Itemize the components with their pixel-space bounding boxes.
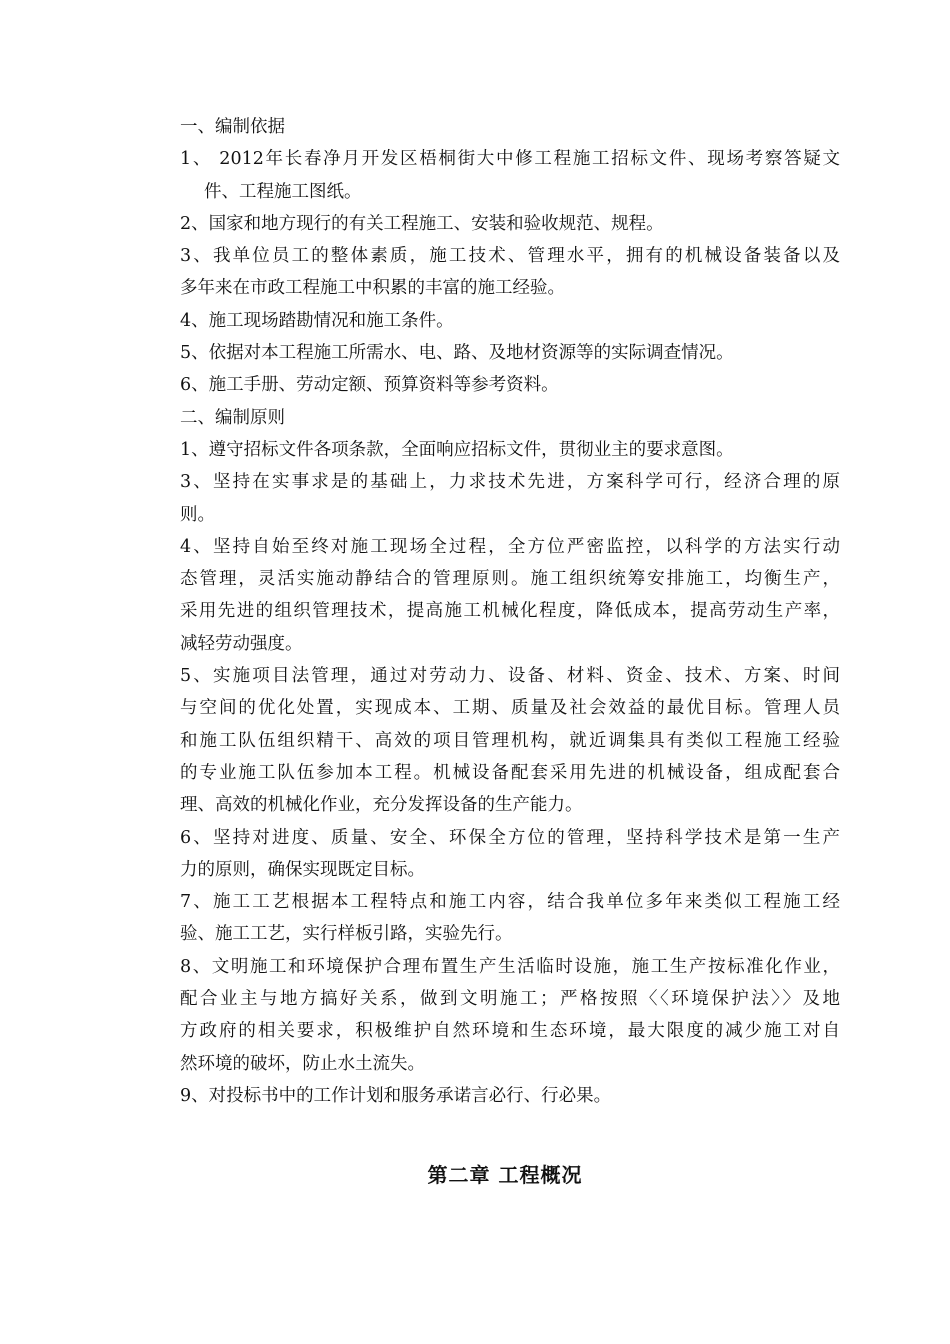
paragraph-line: 5、依据对本工程施工所需水、电、路、及地材资源等的实际调查情况。 xyxy=(180,343,734,364)
paragraph-line: 理、高效的机械化作业，充分发挥设备的生产能力。 xyxy=(180,795,583,816)
paragraph-line: 1、遵守招标文件各项条款，全面响应招标文件，贯彻业主的要求意图。 xyxy=(180,439,734,460)
paragraph-line: 多年来在市政工程施工中积累的丰富的施工经验。 xyxy=(180,278,565,299)
paragraph-line: 6、施工手册、劳动定额、预算资料等参考资料。 xyxy=(180,375,559,396)
paragraph-line: 态管理，灵活实施动静结合的管理原则。施工组织统筹安排施工，均衡生产， xyxy=(180,569,840,590)
section-heading-principles: 二、编制原则 xyxy=(180,407,285,428)
paragraph-line: 9、对投标书中的工作计划和服务承诺言必行、行必果。 xyxy=(180,1085,612,1106)
paragraph-line: 方政府的相关要求，积极维护自然环境和生态环境，最大限度的减少施工对自 xyxy=(180,1021,840,1042)
paragraph-line: 力的原则，确保实现既定目标。 xyxy=(180,859,425,880)
paragraph-line: 7、施工工艺根据本工程特点和施工内容，结合我单位多年来类似工程施工经 xyxy=(180,892,840,913)
paragraph-line: 4、施工现场踏勘情况和施工条件。 xyxy=(180,310,454,331)
paragraph-line: 采用先进的组织管理技术，提高施工机械化程度，降低成本，提高劳动生产率， xyxy=(180,601,840,622)
paragraph-line: 的专业施工队伍参加本工程。机械设备配套采用先进的机械设备，组成配套合 xyxy=(180,762,840,783)
paragraph-line: 然环境的破坏，防止水土流失。 xyxy=(180,1053,425,1074)
paragraph-line: 4、坚持自始至终对施工现场全过程，全方位严密监控，以科学的方法实行动 xyxy=(180,536,840,557)
paragraph-line: 验、施工工艺，实行样板引路，实验先行。 xyxy=(180,924,513,945)
paragraph-line: 3、坚持在实事求是的基础上，力求技术先进，方案科学可行，经济合理的原 xyxy=(180,472,840,493)
paragraph-line: 减轻劳动强度。 xyxy=(180,633,303,654)
paragraph-line: 3、我单位员工的整体素质，施工技术、管理水平，拥有的机械设备装备以及 xyxy=(180,246,840,267)
section-heading-basis: 一、编制依据 xyxy=(180,117,285,137)
paragraph-line: 8、文明施工和环境保护合理布置生产生活临时设施，施工生产按标准化作业， xyxy=(180,956,840,977)
paragraph-line: 和施工队伍组织精干、高效的项目管理机构，就近调集具有类似工程施工经验 xyxy=(180,730,840,751)
paragraph-line: 配合业主与地方搞好关系，做到文明施工；严格按照〈〈环境保护法〉〉及地 xyxy=(180,989,840,1010)
paragraph-line: 6、坚持对进度、质量、安全、环保全方位的管理，坚持科学技术是第一生产 xyxy=(180,827,840,848)
document-body xyxy=(180,111,840,1112)
paragraph-line: 则。 xyxy=(180,504,215,525)
chapter-title: 第二章 工程概况 xyxy=(427,1163,583,1187)
paragraph-line: 与空间的优化处置，实现成本、工期、质量及社会效益的最优目标。管理人员 xyxy=(180,698,840,719)
paragraph-line: 2、国家和地方现行的有关工程施工、安装和验收规范、规程。 xyxy=(180,213,664,234)
paragraph-line: 5、实施项目法管理，通过对劳动力、设备、材料、资金、技术、方案、时间 xyxy=(180,666,840,687)
paragraph-line: 件、工程施工图纸。 xyxy=(204,181,362,202)
paragraph-line: 1、 2012年长春净月开发区梧桐街大中修工程施工招标文件、现场考察答疑文 xyxy=(180,149,840,170)
